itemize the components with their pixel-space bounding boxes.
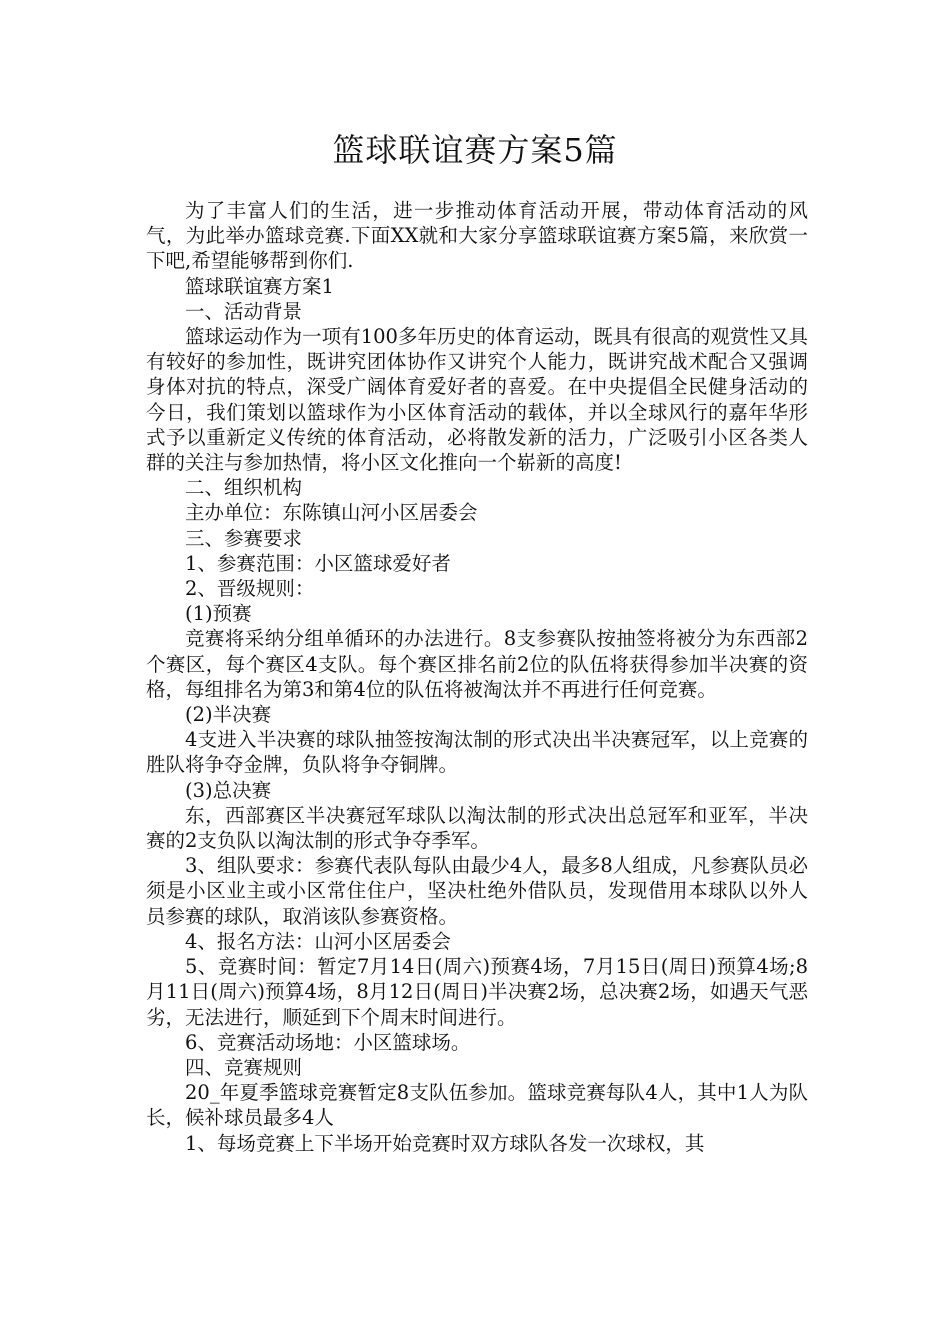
body-paragraph: 20_年夏季篮球竞赛暂定8支队伍参加。篮球竞赛每队4人，其中1人为队长，候补球员最多4人 xyxy=(146,1081,808,1130)
sub-heading: (2)半决赛 xyxy=(185,703,272,727)
body-paragraph: 4支进入半决赛的球队抽签按淘汰制的形式决出半决赛冠军，以上竞赛的胜队将争夺金牌，负队将争夺铜牌。 xyxy=(146,728,808,777)
body-paragraph: 5、竞赛时间：暂定7月14日(周六)预赛4场，7月15日(周日)预算4场;8月11日(周六)预算4场，8月12日(周日)半决赛2场，总决赛2场，如遇天气恶劣，无法进行，顺延到下个周末时间进行。 xyxy=(146,955,808,1029)
section-heading: 一、活动背景 xyxy=(185,299,303,323)
sub-heading: (1)预赛 xyxy=(185,602,252,626)
section-heading: 四、竞赛规则 xyxy=(185,1055,303,1079)
body-paragraph: 6、竞赛活动场地：小区篮球场。 xyxy=(185,1030,471,1054)
body-paragraph: 2、晋级规则： xyxy=(185,577,315,601)
body-paragraph: 篮球运动作为一项有100多年历史的体育运动，既具有很高的观赏性又具有较好的参加性，既讲究团体协作又讲究个人能力，既讲究战术配合又强调身体对抗的特点，深受广阔体育爱好者的喜爱。在中央提倡全民健身活动的今日，我们策划以篮球作为小区体育活动的载体，并以全球风行的嘉年华形式予以重新定义传统的体育活动，必将散发新的活力，广泛吸引小区各类人群的关注与参加热情，将小区文化推向一个崭新的高度! xyxy=(146,325,808,475)
document-title: 篮球联谊赛方案5篇 xyxy=(332,131,618,169)
body-paragraph: 3、组队要求：参赛代表队每队由最少4人，最多8人组成，凡参赛队员必须是小区业主或小区常住住户，坚决杜绝外借队员，发现借用本球队以外人员参赛的球队，取消该队参赛资格。 xyxy=(146,854,808,928)
body-paragraph: 1、参赛范围：小区篮球爱好者 xyxy=(185,551,451,575)
section-heading: 篮球联谊赛方案1 xyxy=(185,274,334,298)
body-paragraph: 1、每场竞赛上下半场开始竞赛时双方球队各发一次球权，其 xyxy=(185,1131,705,1155)
intro-paragraph: 为了丰富人们的生活，进一步推动体育活动开展，带动体育活动的风气，为此举办篮球竞赛.下面XX就和大家分享篮球联谊赛方案5篇，来欣赏一下吧,希望能够帮到你们. xyxy=(146,199,808,273)
body-paragraph: 东，西部赛区半决赛冠军球队以淘汰制的形式决出总冠军和亚军，半决赛的2支负队以淘汰制的形式争夺季军。 xyxy=(146,803,808,853)
body-paragraph: 4、报名方法：山河小区居委会 xyxy=(185,929,451,953)
sub-heading: (3)总决赛 xyxy=(185,778,272,802)
body-paragraph: 竞赛将采纳分组单循环的办法进行。8支参赛队按抽签将被分为东西部2个赛区，每个赛区4支队。每个赛区排名前2位的队伍将获得参加半决赛的资格，每组排名为第3和第4位的队伍将被淘汰并不再进行任何竞赛。 xyxy=(146,627,808,701)
document-body xyxy=(146,198,808,1156)
section-heading: 二、组织机构 xyxy=(185,476,303,500)
section-heading: 三、参赛要求 xyxy=(185,526,303,550)
body-paragraph: 主办单位：东陈镇山河小区居委会 xyxy=(185,501,478,525)
